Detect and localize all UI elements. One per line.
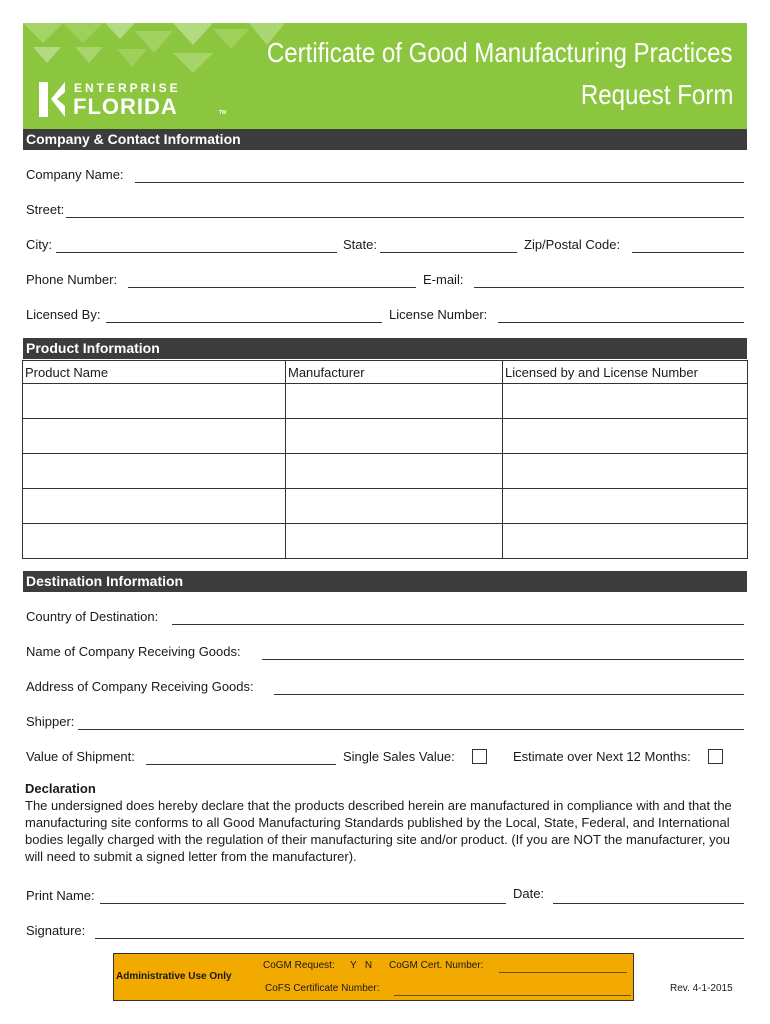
table-row	[23, 489, 748, 524]
license-cell[interactable]	[503, 489, 748, 524]
column-header-licensed-by: Licensed by and License Number	[503, 361, 748, 384]
license-cell[interactable]	[503, 419, 748, 454]
cogm-cert-number-field[interactable]	[499, 972, 627, 973]
admin-use-box	[113, 953, 634, 1001]
table-row	[23, 524, 748, 559]
form-title-line2: Request Form	[580, 79, 733, 110]
product-table	[22, 360, 748, 559]
city-field[interactable]	[56, 252, 337, 253]
signature-field[interactable]	[95, 938, 744, 939]
logo-text-enterprise: ENTERPRISE	[74, 81, 181, 95]
estimate-12-months-checkbox[interactable]	[708, 749, 723, 764]
receiving-company-name-label: Name of Company Receiving Goods:	[26, 644, 241, 659]
city-label: City:	[26, 237, 52, 252]
shipper-field[interactable]	[78, 729, 744, 730]
receiving-company-name-field[interactable]	[262, 659, 744, 660]
license-number-field[interactable]	[498, 322, 744, 323]
enterprise-florida-logo-icon	[39, 82, 67, 117]
shipment-value-field[interactable]	[146, 764, 336, 765]
receiving-company-address-label: Address of Company Receiving Goods:	[26, 679, 254, 694]
cogm-request-label: CoGM Request:	[263, 960, 335, 971]
table-row	[23, 419, 748, 454]
date-field[interactable]	[553, 903, 744, 904]
phone-field[interactable]	[128, 287, 416, 288]
date-label: Date:	[513, 886, 545, 901]
company-name-label: Company Name:	[26, 167, 124, 182]
country-label: Country of Destination:	[26, 609, 159, 624]
admin-use-label: Administrative Use Only	[116, 971, 232, 982]
shipment-value-label: Value of Shipment:	[26, 749, 135, 764]
single-sales-value-label: Single Sales Value:	[343, 749, 455, 764]
manufacturer-cell[interactable]	[286, 384, 503, 419]
section-heading-destination: Destination Information	[23, 571, 747, 592]
phone-label: Phone Number:	[26, 272, 118, 287]
declaration-heading: Declaration	[25, 781, 96, 796]
revision-date: Rev. 4-1-2015	[670, 983, 733, 994]
print-name-field[interactable]	[100, 903, 506, 904]
manufacturer-cell[interactable]	[286, 419, 503, 454]
section-heading-product: Product Information	[23, 338, 747, 359]
license-cell[interactable]	[503, 454, 748, 489]
declaration-text: The undersigned does hereby declare that the products described herein are manufactured in compliance with and that the manufacturing site conforms to all Good Manufacturing Standards published by the Local, State, Federal, and International bodies legally charged with the regulation of their manufacturing site and/or product. (If you are NOT the manufacturer, you will need to submit a signed letter from the manufacturer).	[25, 798, 732, 864]
cofs-cert-number-label: CoFS Certificate Number:	[265, 983, 380, 994]
manufacturer-cell[interactable]	[286, 489, 503, 524]
licensed-by-label: Licensed By:	[26, 307, 101, 322]
licensed-by-field[interactable]	[106, 322, 382, 323]
cofs-cert-number-field[interactable]	[394, 995, 631, 996]
product-name-cell[interactable]	[23, 419, 286, 454]
product-name-cell[interactable]	[23, 454, 286, 489]
email-label: E-mail:	[423, 272, 464, 287]
zip-label: Zip/Postal Code:	[524, 237, 621, 252]
state-label: State:	[343, 237, 377, 252]
product-name-cell[interactable]	[23, 489, 286, 524]
shipper-label: Shipper:	[26, 714, 75, 729]
street-field[interactable]	[66, 217, 744, 218]
form-title-line1: Certificate of Good Manufacturing Practices	[267, 37, 733, 68]
state-field[interactable]	[380, 252, 517, 253]
product-name-cell[interactable]	[23, 524, 286, 559]
logo-trademark: TM	[219, 110, 227, 116]
country-field[interactable]	[172, 624, 744, 625]
cogm-cert-number-label: CoGM Cert. Number:	[389, 960, 484, 971]
signature-label: Signature:	[26, 923, 86, 938]
cogm-request-yn[interactable]: Y N	[350, 960, 373, 971]
manufacturer-cell[interactable]	[286, 454, 503, 489]
column-header-manufacturer: Manufacturer	[286, 361, 503, 384]
company-name-field[interactable]	[135, 182, 744, 183]
license-number-label: License Number:	[389, 307, 488, 322]
estimate-12-months-label: Estimate over Next 12 Months:	[513, 749, 691, 764]
manufacturer-cell[interactable]	[286, 524, 503, 559]
table-row	[23, 454, 748, 489]
receiving-company-address-field[interactable]	[274, 694, 744, 695]
header-banner	[23, 23, 747, 130]
single-sales-value-checkbox[interactable]	[472, 749, 487, 764]
email-field[interactable]	[474, 287, 744, 288]
license-cell[interactable]	[503, 524, 748, 559]
product-table-header-row	[23, 361, 748, 384]
license-cell[interactable]	[503, 384, 748, 419]
street-label: Street:	[26, 202, 65, 217]
section-heading-company: Company & Contact Information	[23, 129, 747, 150]
table-row	[23, 384, 748, 419]
print-name-label: Print Name:	[26, 888, 95, 903]
product-name-cell[interactable]	[23, 384, 286, 419]
zip-field[interactable]	[632, 252, 744, 253]
logo-text-florida: FLORIDA	[73, 94, 178, 119]
column-header-product-name: Product Name	[23, 361, 286, 384]
